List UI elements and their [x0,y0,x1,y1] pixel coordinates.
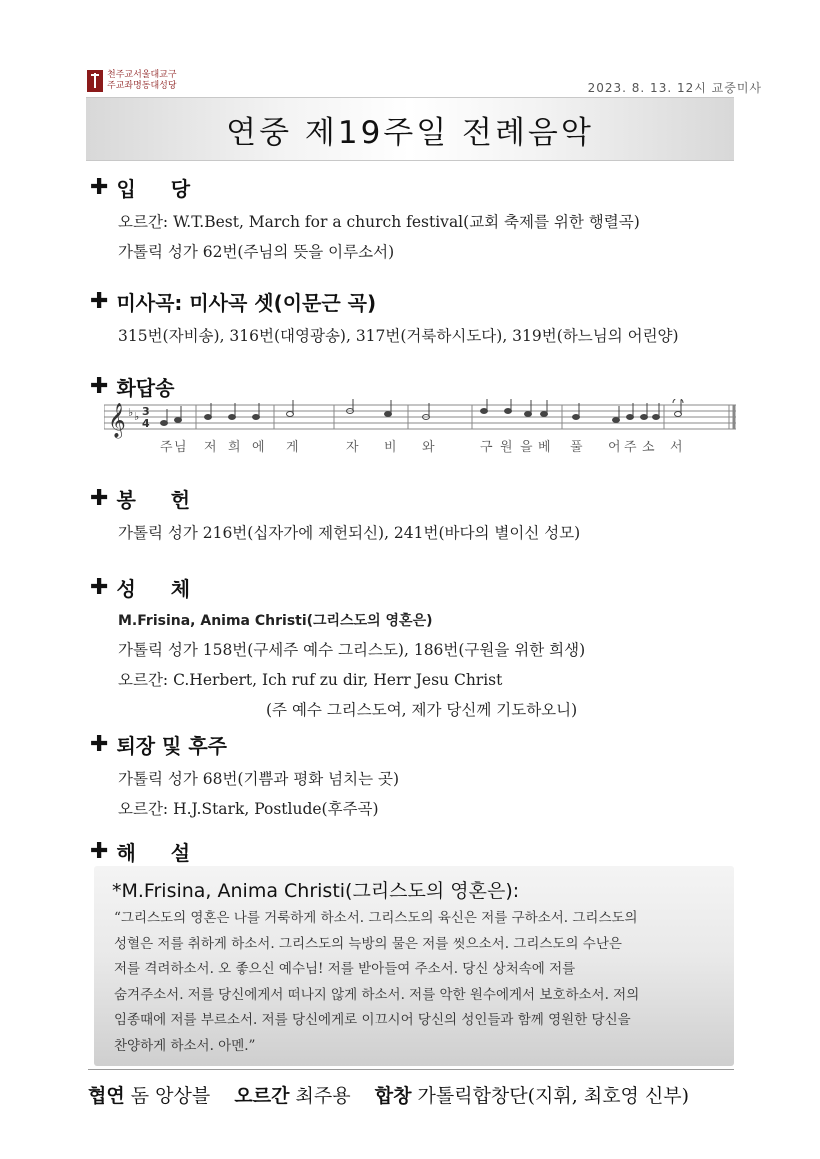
section-heading: 퇴장 및 후주 [116,734,227,758]
lyric-syllable: 게 [286,440,301,455]
title-banner [86,97,734,161]
section-offertory [90,484,580,543]
commentary-line: “그리스도의 영혼은 나를 거룩하게 하소서. 그리스도의 육신은 저를 구하소서. 그리스도의 [114,910,638,926]
organ-label: 오르간 [234,1085,290,1107]
performer-credits [88,1081,689,1108]
logo-line-2: 주교좌명동대성당 [107,81,177,91]
section-heading: 봉 헌 [116,488,205,512]
accompaniment-label: 협연 [88,1085,125,1107]
offertory-line-1: 가톨릭 성가 216번(십자가에 제헌되신), 241번(바다의 별이신 성모) [118,524,581,542]
choir-label: 합창 [374,1085,412,1107]
lyric-syllable: 을 [520,440,535,455]
svg-text:3: 3 [142,405,150,418]
church-logo [87,70,177,92]
section-heading: 입 당 [116,177,205,201]
choir-name: 가톨릭합창단(지휘, 최호영 신부) [417,1085,690,1107]
section-recessional [90,730,399,819]
entrance-line-2: 가톨릭 성가 62번(주님의 뜻을 이루소서) [118,243,395,261]
lyric-syllable: 소 [642,440,657,455]
lyric-syllable: 저 [204,440,219,455]
commentary-line: 성혈은 저를 취하게 하소서. 그리스도의 늑방의 물은 저를 씻으소서. 그리스도의 수난은 [114,935,622,952]
plus-icon: ✚ [90,175,109,200]
lyric-syllable: 에 [252,440,267,455]
lyric-syllable: 어 [608,440,623,455]
lyric-syllable: 와 [422,440,437,455]
commentary-body [114,906,726,1059]
recessional-line-1: 가톨릭 성가 68번(기쁨과 평화 넘치는 곳) [118,770,400,788]
mass-date: 2023. 8. 13. 12시 교중미사 [587,81,762,95]
plus-icon: ✚ [90,839,109,864]
svg-text:𝄞: 𝄞 [108,403,126,438]
organist-name: 최주용 [295,1085,351,1107]
lyric-syllable: 서 [670,440,685,455]
lyric-syllable: 베 [538,440,553,455]
commentary-box [94,866,734,1066]
page-title: 연중 제19주일 전례음악 [226,114,594,151]
commentary-line: 찬양하게 하소서. 아멘.” [114,1037,256,1054]
lyric-syllable: 자 [346,440,361,455]
commentary-line: 임종때에 저를 부르소서. 저를 당신에게로 이끄시어 당신의 성인들과 함께 영원한 당신을 [114,1012,631,1028]
section-mass [90,287,679,346]
lyric-syllable: 주 [624,440,639,455]
commentary-line: 저를 격려하소서. 오 좋으신 예수님! 저를 받아들여 주소서. 당신 상처속에 저를 [114,961,576,977]
plus-icon: ✚ [90,374,109,399]
svg-text:4: 4 [142,417,150,430]
section-communion [90,573,585,720]
section-entrance [90,173,640,262]
svg-text:♭: ♭ [134,410,140,423]
logo-line-1: 천주교서울대교구 [107,70,177,80]
plus-icon: ✚ [90,575,109,600]
section-commentary [90,837,204,866]
communion-line-1: M.Frisina, Anima Christi(그리스도의 영혼은) [118,613,433,629]
lyric-syllable: 희 [228,440,243,455]
lyric-syllable: 구 [480,440,495,455]
lyric-syllable: 풀 [570,440,585,455]
section-psalm [90,372,174,401]
accompaniment-name: 돔 앙상블 [130,1085,211,1107]
music-notation [104,399,738,439]
svg-text:♭: ♭ [128,406,134,419]
commentary-line: 숨겨주소서. 저를 당신에게서 떠나지 않게 하소서. 저를 악한 원수에게서 보호하소서. 저의 [114,986,640,1003]
lyric-syllable: 주 [160,440,175,455]
logo-text [107,70,177,92]
lyric-syllable: 님 [174,440,189,455]
section-heading: 해 설 [116,841,205,865]
psalm-music-staff [104,399,738,455]
section-heading: 화답송 [116,376,175,400]
plus-icon: ✚ [90,732,109,757]
entrance-line-1: 오르간: W.T.Best, March for a church festival(교회 축제를 위한 행렬곡) [118,213,640,231]
plus-icon: ✚ [90,486,109,511]
cathedral-logo-icon [87,70,103,92]
communion-line-4: (주 예수 그리스도여, 제가 당신께 기도하오니) [266,701,578,719]
section-heading: 미사곡: 미사곡 셋(이문근 곡) [116,291,377,315]
lyric-syllable: 원 [500,440,515,455]
section-heading: 성 체 [116,577,205,601]
plus-icon: ✚ [90,289,109,314]
communion-line-2: 가톨릭 성가 158번(구세주 예수 그리스도), 186번(구원을 위한 희생) [118,641,586,659]
communion-line-3: 오르간: C.Herbert, Ich ruf zu dir, Herr Jesu Christ [118,671,503,689]
recessional-line-2: 오르간: H.J.Stark, Postlude(후주곡) [118,800,379,818]
commentary-title: *M.Frisina, Anima Christi(그리스도의 영혼은): [112,880,520,902]
lyric-syllable: 비 [384,440,399,455]
divider [88,1069,734,1070]
mass-line-1: 315번(자비송), 316번(대영광송), 317번(거룩하시도다), 319번(하느님의 어린양) [118,327,679,345]
